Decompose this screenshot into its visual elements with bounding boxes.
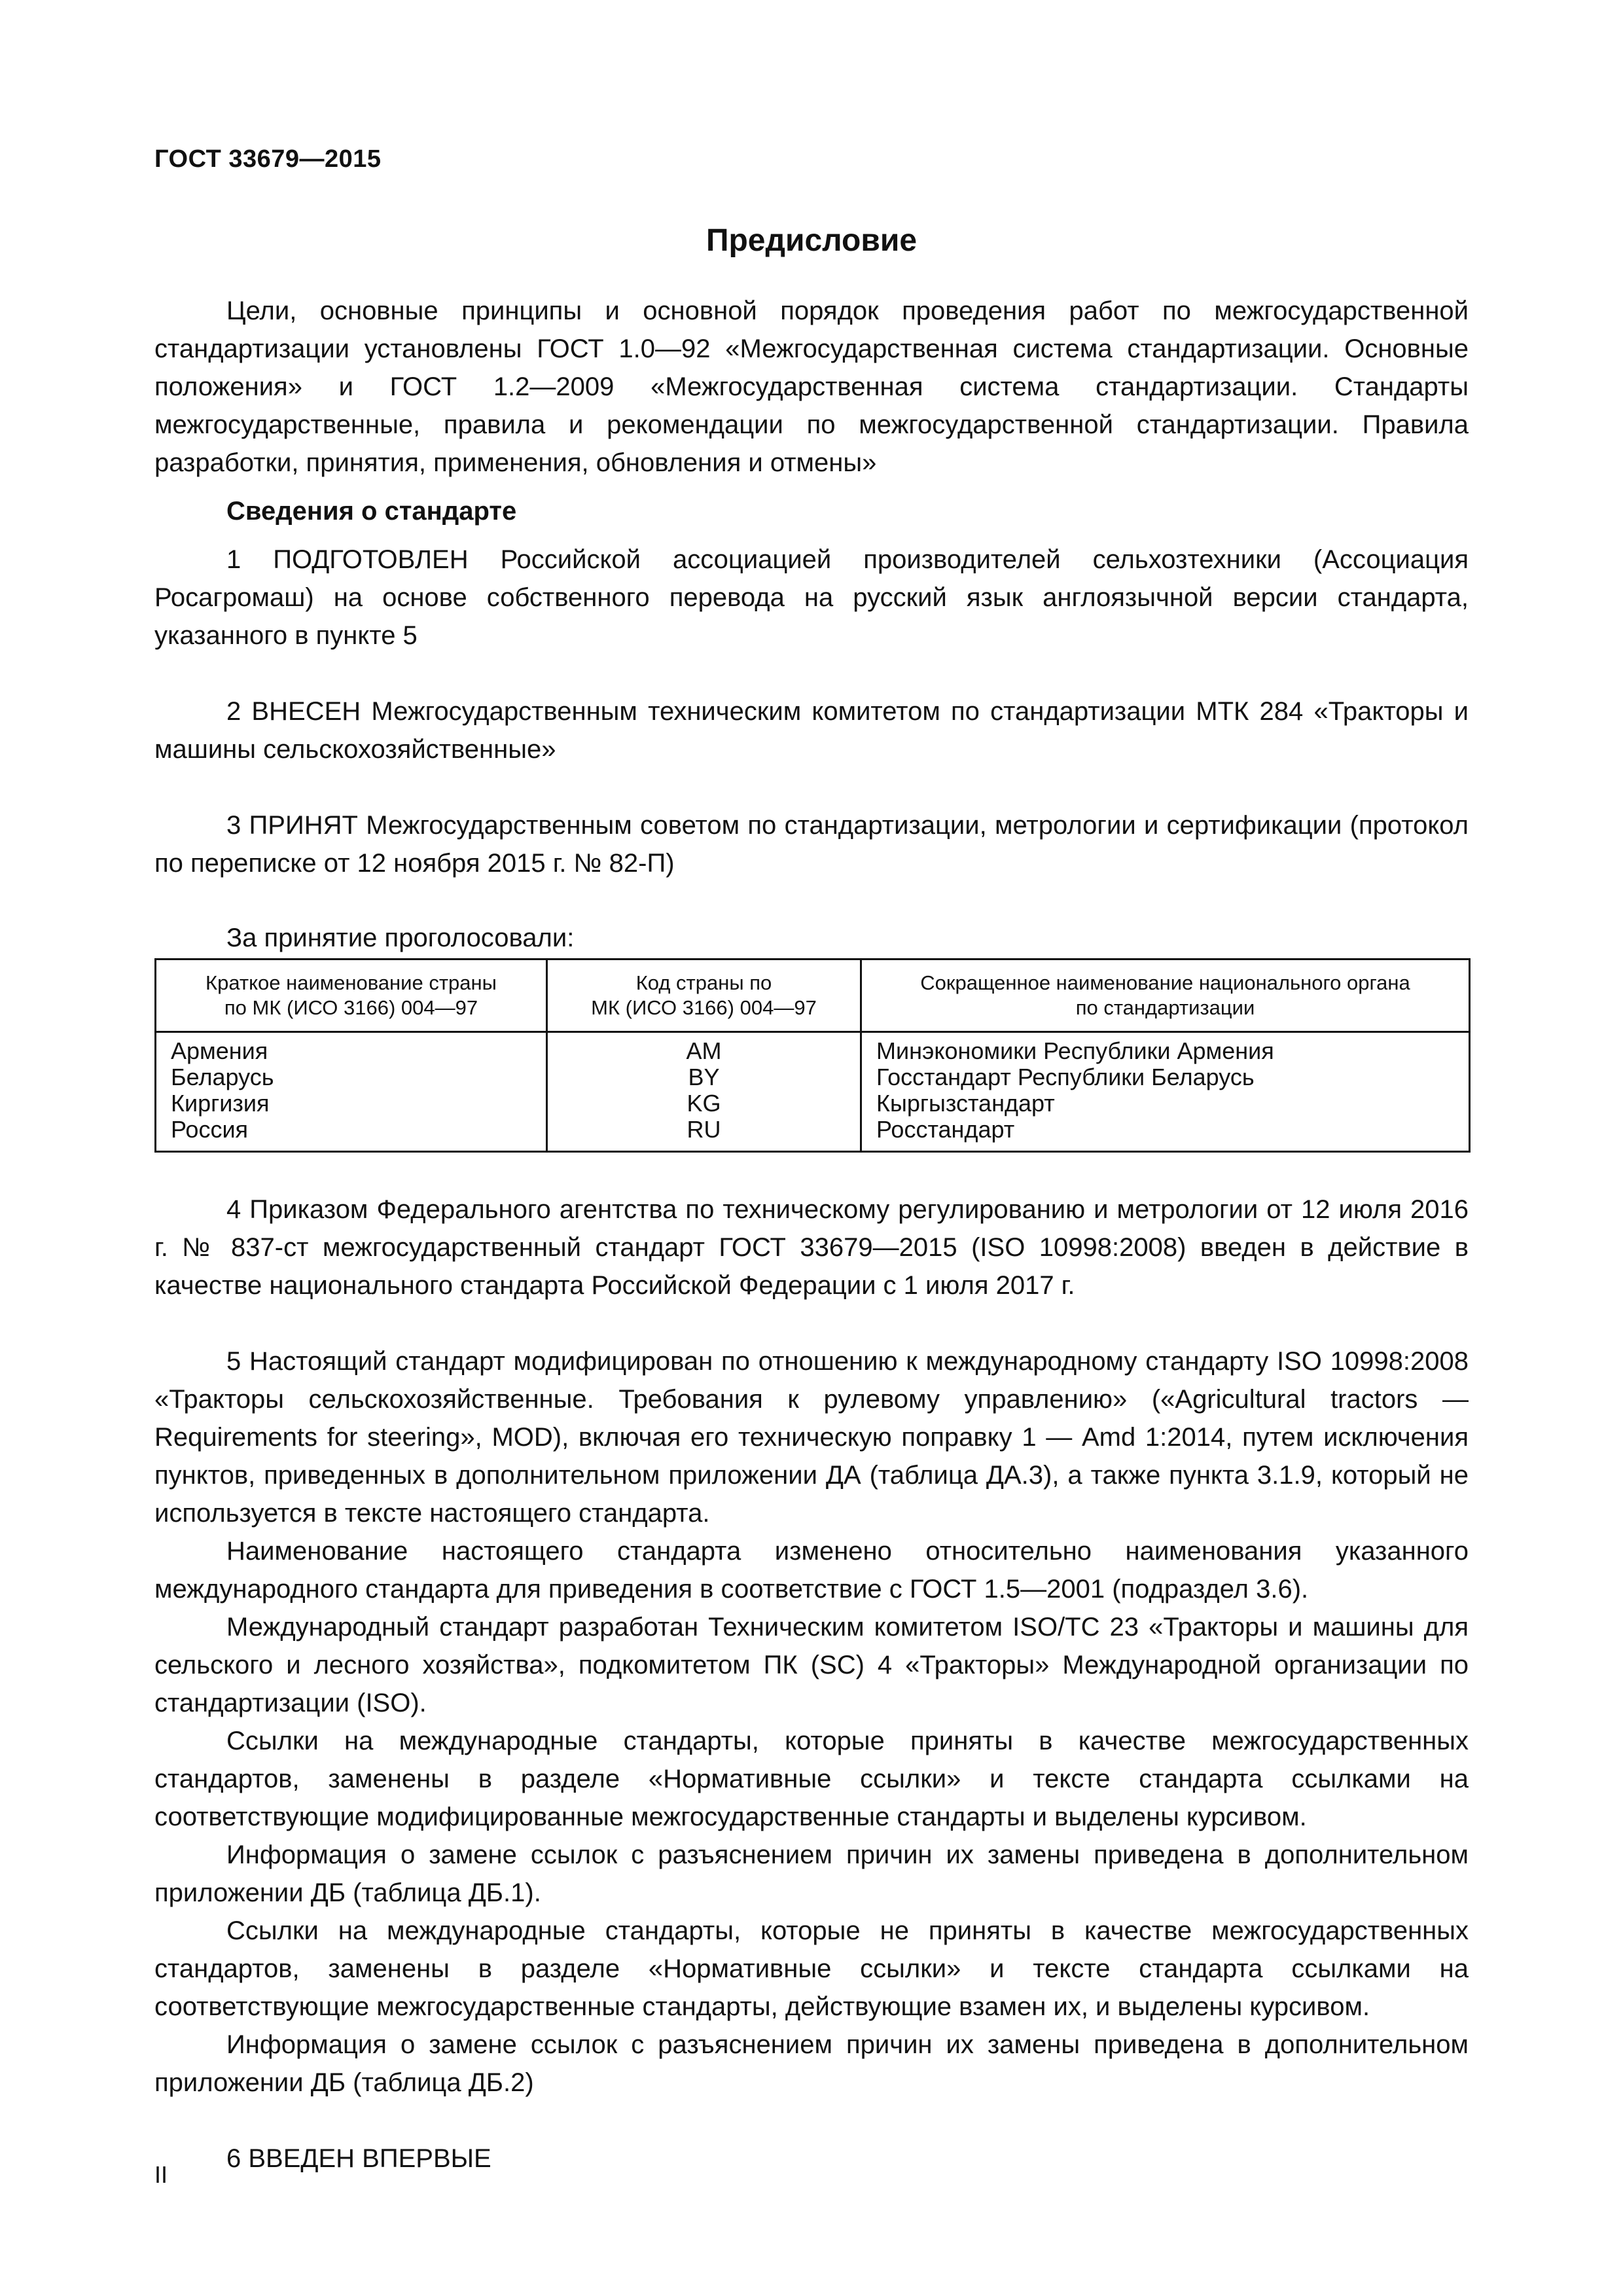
document-body xyxy=(154,292,1469,2178)
table-header-row xyxy=(156,960,1470,1032)
page-title: Предисловие xyxy=(705,223,918,258)
intro-paragraph: Цели, основные принципы и основной порядок проведения работ по межгосударственной стандартизации установлены ГОСТ 1.0—92 «Межгосударственная система стандартизации. Основные положения» и ГОСТ 1.2—2009 «Межгосударственная система стандартизации. Стандарты межгосударственные, правила и рекомендации по межгосударственной стандартизации. Правила разработки, принятия, применения, обновления и отмены» xyxy=(154,296,1469,477)
item-1-paragraph: 1 ПОДГОТОВЛЕН Российской ассоциацией производителей сельхозтехники (Ассоциация Росагромаш) на основе собственного перевода на русский язык англоязычной версии стандарта, указанного в пункте 5 xyxy=(154,545,1469,650)
standards-body-cell xyxy=(861,1032,1470,1152)
table-body-row xyxy=(156,1032,1470,1152)
standards-body-name: Минэкономики Республики Армения xyxy=(876,1037,1274,1064)
column-header-line: МК (ИСО 3166) 004—97 xyxy=(591,996,817,1019)
country-code: AM xyxy=(686,1037,722,1064)
item-5-non-adopted-refs-info-paragraph: Информация о замене ссылок с разъяснением причин их замены приведена в дополнительном приложении ДБ (таблица ДБ.2) xyxy=(154,2030,1469,2097)
country-code-cell xyxy=(547,1032,861,1152)
country-code: RU xyxy=(687,1116,721,1143)
item-2-paragraph: 2 ВНЕСЕН Межгосударственным техническим комитетом по стандартизации МТК 284 «Тракторы и машины сельскохозяйственные» xyxy=(154,697,1469,764)
column-header-line: по стандартизации xyxy=(1075,996,1255,1019)
column-header-standards-body xyxy=(861,960,1470,1032)
country-name: Россия xyxy=(171,1116,249,1143)
country-name: Армения xyxy=(171,1037,268,1064)
country-name: Беларусь xyxy=(171,1064,274,1090)
item-5-paragraph: 5 Настоящий стандарт модифицирован по отношению к международному стандарту ISO 10998:2008 «Тракторы сельскохозяйственные. Требования к рулевому управлению» («Agricultural tractors — Requirements for steering», MOD), включая его техническую поправку 1 — Amd 1:2014, путем исключения пунктов, приведенных в дополнительном приложении ДА (таблица ДА.3), а также пункта 3.1.9, который не используется в тексте настоящего стандарта. xyxy=(154,1347,1469,1528)
vote-label: За принятие проголосовали: xyxy=(226,924,575,952)
item-5-adopted-refs-info-paragraph: Информация о замене ссылок с разъяснением причин их замены приведена в дополнительном приложении ДБ (таблица ДБ.1). xyxy=(154,1840,1469,1907)
item-3-paragraph: 3 ПРИНЯТ Межгосударственным советом по стандартизации, метрологии и сертификации (протокол по переписке от 12 ноября 2015 г. № 82-П) xyxy=(154,811,1469,878)
country-code: BY xyxy=(688,1064,720,1090)
column-header-line: по МК (ИСО 3166) 004—97 xyxy=(224,996,478,1019)
item-6-paragraph: 6 ВВЕДЕН ВПЕРВЫЕ xyxy=(226,2144,491,2173)
country-code: KG xyxy=(687,1090,721,1117)
page-number: II xyxy=(154,2161,168,2188)
item-5-adopted-refs-paragraph: Ссылки на международные стандарты, которые приняты в качестве межгосударственных стандартов, заменены в разделе «Нормативные ссылки» и тексте стандарта ссылками на соответствующие модифицированные межгосударственные стандарты и выделены курсивом. xyxy=(154,1727,1469,1831)
country-name-cell xyxy=(156,1032,547,1152)
item-5-developer-paragraph: Международный стандарт разработан Техническим комитетом ISO/TC 23 «Тракторы и машины для сельского и лесного хозяйства», подкомитетом ПК (SC) 4 «Тракторы» Международной организации по стандартизации (ISO). xyxy=(154,1613,1469,1717)
standards-body-name: Кыргызстандарт xyxy=(876,1090,1055,1117)
country-name: Киргизия xyxy=(171,1090,270,1117)
document-code-header: ГОСТ 33679—2015 xyxy=(154,145,382,173)
item-5-name-change-paragraph: Наименование настоящего стандарта изменено относительно наименования указанного международного стандарта для приведения в соответствие с ГОСТ 1.5—2001 (подраздел 3.6). xyxy=(154,1537,1469,1604)
column-header-line: Сокращенное наименование национального органа xyxy=(920,971,1410,994)
item-5-non-adopted-refs-paragraph: Ссылки на международные стандарты, которые не приняты в качестве межгосударственных стандартов, заменены в разделе «Нормативные ссылки» и тексте стандарта ссылками на соответствующие межгосударственные стандарты, действующие взамен их, и выделены курсивом. xyxy=(154,1916,1469,2021)
column-header-line: Код страны по xyxy=(635,971,772,994)
section-heading: Сведения о стандарте xyxy=(226,497,517,526)
column-header-country-code xyxy=(547,960,861,1032)
item-4-paragraph: 4 Приказом Федерального агентства по техническому регулированию и метрологии от 12 июля 2016 г. № 837-ст межгосударственный стандарт ГОСТ 33679—2015 (ISO 10998:2008) введен в действие в качестве национального стандарта Российской Федерации с 1 июля 2017 г. xyxy=(154,1195,1469,1300)
standards-body-name: Росстандарт xyxy=(876,1116,1015,1143)
column-header-line: Краткое наименование страны xyxy=(205,971,497,994)
column-header-country-name xyxy=(156,960,547,1032)
voting-countries-table xyxy=(154,958,1471,1153)
standards-body-name: Госстандарт Республики Беларусь xyxy=(876,1064,1255,1090)
